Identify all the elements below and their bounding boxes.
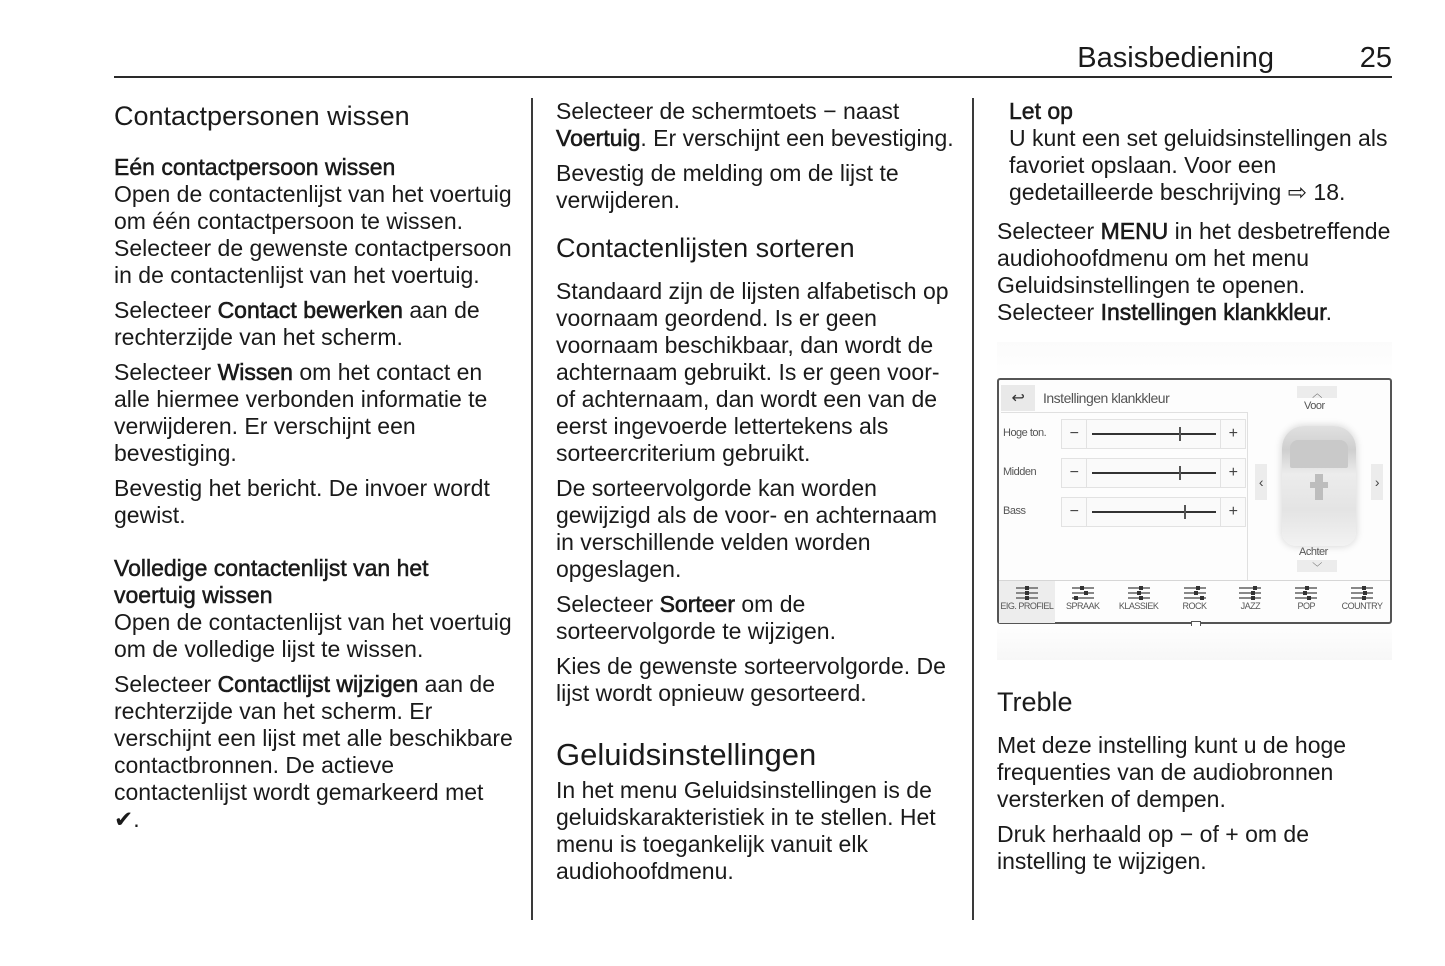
preset-jazz[interactable]: JAZZ: [1222, 581, 1278, 623]
equalizer-icon: [1072, 585, 1094, 599]
fader-front-button[interactable]: [1297, 386, 1337, 398]
paragraph: Selecteer Sorteer om de sorteervolgorde te wijzigen.: [556, 591, 836, 644]
paragraph: Selecteer Wissen om het contact en alle hiermee verbonden informatie te verwijderen. Er verschijnt een bevestiging.: [114, 359, 488, 466]
column-3: [997, 98, 1397, 334]
minus-button[interactable]: −: [1062, 459, 1087, 487]
back-arrow-icon: ↩: [1011, 390, 1025, 407]
preset-spraak[interactable]: SPRAAK: [1055, 581, 1111, 623]
heading-treble: Treble: [997, 687, 1073, 717]
slider-knob[interactable]: [1179, 466, 1181, 480]
note-text: U kunt een set geluidsinstellingen als favoriet opslaan. Voor een gedetailleerde beschrijving ⇨ 18.: [1009, 125, 1388, 205]
paragraph: Selecteer Contactlijst wijzigen aan de rechterzijde van het scherm. Er verschijnt een lijst met alle beschikbare contactbronnen. De actieve contactenlijst wordt gemarkeerd met ✔.: [114, 671, 513, 832]
ui-term: Contactlijst wijzigen: [217, 671, 419, 697]
ui-term: Wissen: [217, 359, 293, 385]
column-1: [114, 98, 514, 841]
rear-label: Achter: [1299, 546, 1328, 558]
paragraph: Selecteer de schermtoets − naast Voertuig. Er verschijnt een bevestiging.: [556, 98, 954, 151]
ui-term: Instellingen klankkleur: [1100, 299, 1326, 325]
preset-country[interactable]: COUNTRY: [1334, 581, 1390, 623]
checkmark-icon: ✔: [114, 806, 134, 832]
chevron-left-icon: ‹: [1258, 474, 1264, 490]
eq-label: Hoge ton.: [1003, 427, 1047, 439]
back-button[interactable]: [1001, 385, 1035, 411]
bass-slider[interactable]: [1061, 497, 1246, 527]
equalizer-icon: [1016, 585, 1038, 599]
fader-rear-button[interactable]: [1297, 560, 1337, 572]
balance-right-button[interactable]: [1371, 464, 1383, 500]
paragraph: Selecteer MENU in het desbetreffende audiohoofdmenu om het menu Geluidsinstellingen te openen. Selecteer Instellingen klankkleur.: [997, 218, 1391, 325]
minus-icon: −: [823, 98, 837, 124]
infotainment-screen: [997, 378, 1392, 624]
mid-slider[interactable]: [1061, 458, 1246, 488]
eq-row-bass: [1001, 497, 1247, 527]
heading-contactenlijsten-sorteren: Contactenlijsten sorteren: [556, 233, 855, 263]
section-title: Basisbediening: [1077, 42, 1274, 74]
minus-icon: −: [1179, 821, 1194, 847]
eq-label: Bass: [1003, 505, 1026, 517]
equalizer-icon: [1184, 585, 1206, 599]
equalizer-icon: [1295, 585, 1317, 599]
column-divider: [972, 98, 974, 920]
paragraph: Selecteer Contact bewerken aan de rechterzijde van het scherm.: [114, 297, 480, 350]
front-label: Voor: [1304, 400, 1325, 412]
balance-crosshair: [1310, 482, 1328, 488]
preset-rock[interactable]: ROCK: [1167, 581, 1223, 623]
equalizer-icon: [1239, 585, 1261, 599]
chevron-right-icon: ›: [1374, 474, 1380, 490]
paragraph: Met deze instelling kunt u de hoge frequenties van de audiobronnen versterken of dempen.: [997, 732, 1347, 812]
preset-eig-profiel[interactable]: EIG. PROFIEL: [999, 581, 1055, 623]
chevron-down-icon: ﹀: [1312, 562, 1322, 574]
equalizer-panel: [1001, 412, 1248, 581]
eq-row-mid: [1001, 458, 1247, 488]
screen-title: Instellingen klankkleur: [1043, 390, 1170, 406]
paragraph: Bevestig het bericht. De invoer wordt gewist.: [114, 475, 490, 528]
preset-klassiek[interactable]: KLASSIEK: [1111, 581, 1167, 623]
note-title: Let op: [1009, 98, 1073, 124]
treble-slider[interactable]: [1061, 419, 1246, 449]
ui-term: Contact bewerken: [217, 297, 403, 323]
plus-button[interactable]: +: [1220, 420, 1245, 448]
paragraph: Open de contactenlijst van het voertuig om de volledige lijst te wissen.: [114, 609, 512, 662]
page-reference-arrow-icon: ⇨: [1287, 179, 1308, 205]
minus-button[interactable]: −: [1062, 498, 1087, 526]
screen-illustration: [997, 342, 1392, 660]
paragraph: De sorteervolgorde kan worden gewijzigd als de voor- en achternaam in verschillende velden worden opgeslagen.: [556, 475, 937, 582]
plus-icon: +: [1225, 821, 1239, 847]
fader-balance-panel: [1249, 384, 1388, 580]
car-top-view[interactable]: [1282, 426, 1356, 546]
plus-button[interactable]: +: [1220, 459, 1245, 487]
column-divider: [531, 98, 533, 920]
screen-title-bar: [1001, 384, 1249, 412]
subheading-een-contact: Eén contactpersoon wissen: [114, 154, 396, 180]
heading-geluidsinstellingen: Geluidsinstellingen: [556, 737, 817, 772]
balance-left-button[interactable]: [1255, 464, 1267, 500]
car-windshield: [1290, 440, 1348, 468]
equalizer-icon: [1128, 585, 1150, 599]
paragraph: Standaard zijn de lijsten alfabetisch op voornaam geordend. Is er geen voornaam beschikbaar, dan wordt de achternaam gebruikt. Is er geen voor- of achternaam, dan wordt een van de eerst ingevoerde lettertekens als sorteercriterium gebruikt.: [556, 278, 949, 466]
ui-term: Voertuig: [556, 125, 641, 151]
column-2: [556, 98, 956, 893]
paragraph: Bevestig de melding om de lijst te verwijderen.: [556, 160, 899, 213]
slider-knob[interactable]: [1184, 505, 1186, 519]
slider-knob[interactable]: [1179, 427, 1181, 441]
page-number: 25: [1359, 42, 1392, 74]
slider-track[interactable]: [1092, 472, 1216, 474]
paragraph: Kies de gewenste sorteervolgorde. De lijst wordt opnieuw gesorteerd.: [556, 653, 946, 706]
running-head: [114, 38, 1392, 78]
ui-term: MENU: [1100, 218, 1169, 244]
paragraph: Druk herhaald op − of + om de instelling te wijzigen.: [997, 821, 1310, 874]
selected-indicator: [1191, 621, 1201, 626]
heading-contactpersonen-wissen: Contactpersonen wissen: [114, 101, 410, 131]
ui-term: Sorteer: [659, 591, 735, 617]
preset-bar: [999, 580, 1390, 623]
slider-track[interactable]: [1092, 511, 1216, 513]
paragraph: Open de contactenlijst van het voertuig om één contactpersoon te wissen. Selecteer de gewenste contactpersoon in de contactenlijst van het voertuig.: [114, 181, 512, 288]
paragraph: In het menu Geluidsinstellingen is de geluidskarakteristiek in te stellen. Het menu is toegankelijk vanuit elk audiohoofdmenu.: [556, 777, 936, 884]
slider-track[interactable]: [1092, 433, 1216, 435]
equalizer-icon: [1351, 585, 1373, 599]
plus-button[interactable]: +: [1220, 498, 1245, 526]
minus-button[interactable]: −: [1062, 420, 1087, 448]
preset-pop[interactable]: POP: [1278, 581, 1334, 623]
subheading-volledige-lijst: Volledige contactenlijst van het voertuig wissen: [114, 555, 429, 608]
column-3-lower: [997, 686, 1397, 883]
chevron-up-icon: ︿: [1312, 388, 1322, 400]
eq-label: Midden: [1003, 466, 1037, 478]
note-box: [997, 98, 1397, 206]
eq-row-treble: [1001, 419, 1247, 449]
